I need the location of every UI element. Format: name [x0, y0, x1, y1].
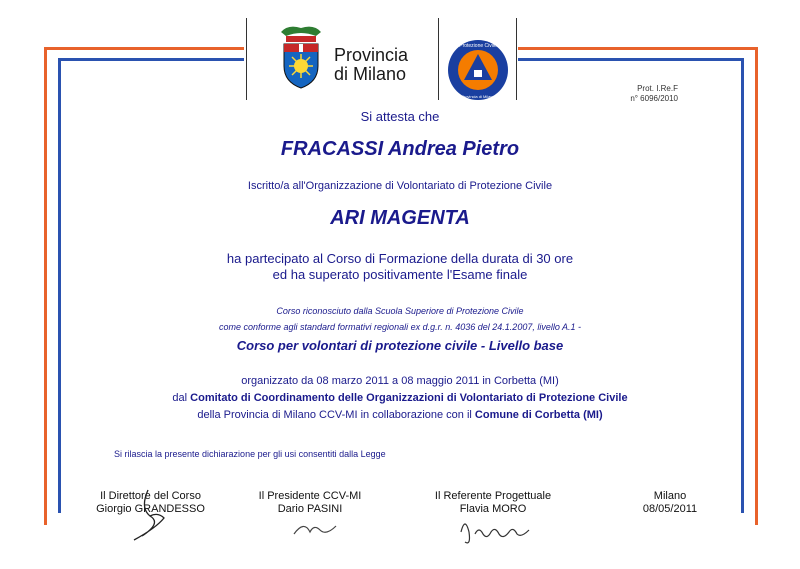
organized-text: organizzato da 08 marzo 2011 a 08 maggio 2011 in Corbetta (MI)	[241, 375, 559, 387]
frame-blue-top-right	[518, 58, 744, 61]
frame-blue-right	[741, 58, 744, 513]
frame-blue-left	[58, 58, 61, 513]
signature-place: Milano	[653, 490, 687, 502]
organization-name: ARI MAGENTA	[330, 207, 470, 229]
signature-director-name: Giorgio GRANDESSO	[96, 503, 205, 515]
header-divider-right	[516, 18, 517, 100]
handwritten-signature-referente-icon	[455, 512, 535, 552]
provincia-line-2: di Milano	[334, 64, 407, 84]
signature-director-role: Il Direttore del Corso	[100, 490, 201, 502]
signature-referente-role: Il Referente Progettuale	[434, 490, 552, 502]
collaboration-line	[0, 409, 800, 421]
recipient-name: FRACASSI Andrea Pietro	[280, 138, 520, 160]
participated-line-1: ha partecipato al Corso di Formazione della durata di 30 ore	[226, 251, 574, 266]
course-title: Corso per volontari di protezione civile - Livello base	[236, 338, 564, 353]
enrolled-text: Iscritto/a all'Organizzazione di Volontariato di Protezione Civile	[247, 180, 553, 192]
signature-director	[88, 490, 213, 516]
protocol-line-1: Prot. I.Re.F	[637, 84, 678, 93]
header-logos	[246, 8, 516, 104]
pc-logo-text-bottom: Provincia di Milano	[461, 94, 495, 99]
frame-blue-top-left	[58, 58, 244, 61]
signature-president-role: Il Presidente CCV-MI	[258, 490, 362, 502]
signature-place-date	[630, 490, 710, 516]
frame-orange-top-right	[518, 47, 758, 50]
committee-prefix: dal	[172, 392, 191, 404]
signature-referente	[423, 490, 563, 516]
collaboration-prefix: della Provincia di Milano CCV-MI in collaborazione con il	[197, 409, 475, 421]
signature-president-name: Dario PASINI	[277, 503, 343, 515]
handwritten-signature-president-icon	[290, 516, 340, 541]
intro-text: Si attesta che	[360, 109, 440, 124]
signature-referente-name: Flavia MORO	[459, 503, 527, 515]
signature-president	[250, 490, 370, 516]
frame-orange-top-left	[44, 47, 244, 50]
comune-name: Comune di Corbetta (MI)	[474, 409, 603, 421]
provincia-line-1: Provincia	[334, 45, 409, 65]
pc-logo-text-top: Protezione Civile	[459, 43, 497, 49]
committee-line	[0, 392, 800, 404]
recognized-line-2: come conforme agli standard formativi regionali ex d.g.r. n. 4036 del 24.1.2007, livello A.1 -	[218, 322, 582, 332]
committee-name: Comitato di Coordinamento delle Organizzazioni di Volontariato di Protezione Civile	[190, 392, 628, 404]
header-divider-left	[246, 18, 247, 100]
legal-note: Si rilascia la presente dichiarazione per gli usi consentiti dalla Legge	[114, 449, 386, 459]
recognized-line-1: Corso riconosciuto dalla Scuola Superiore di Protezione Civile	[276, 306, 524, 316]
protocol-line-2: n° 6096/2010	[630, 94, 678, 103]
protezione-civile-logo-icon	[446, 38, 510, 102]
signature-date: 08/05/2011	[642, 503, 698, 515]
header-divider-middle	[438, 18, 439, 100]
provincia-crest-icon	[276, 22, 326, 92]
protocol-number	[620, 84, 678, 104]
participated-line-2: ed ha superato positivamente l'Esame finale	[272, 267, 528, 282]
provincia-name	[334, 46, 408, 84]
